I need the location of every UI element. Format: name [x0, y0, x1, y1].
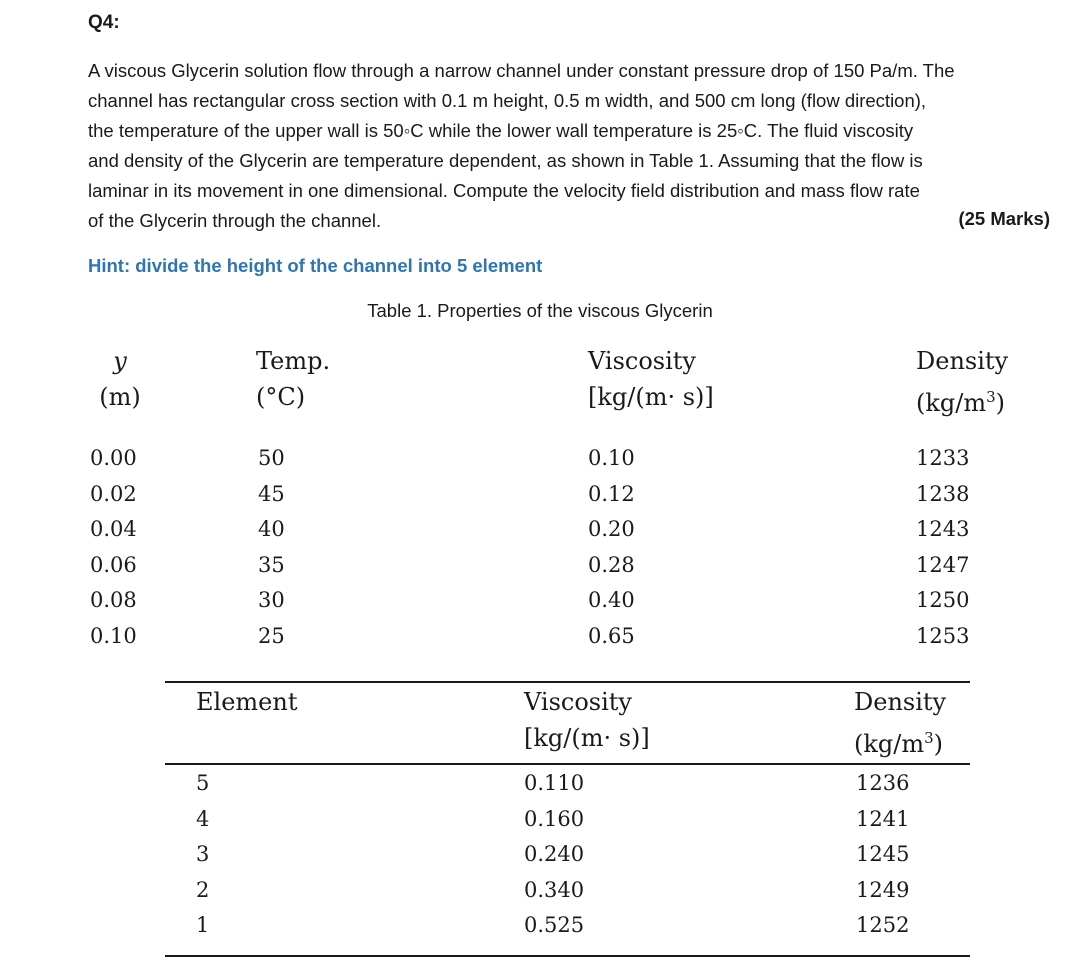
table-cell: 0.525	[524, 913, 585, 938]
table1-header-temp	[256, 343, 330, 415]
element-label: Element	[196, 688, 298, 716]
question-line-4: and density of the Glycerin are temperature dependent, as shown in Table 1. Assuming that the flow is	[88, 150, 923, 171]
table-cell: 1241	[856, 806, 910, 831]
table-cell: 0.06	[90, 552, 137, 577]
table-cell: 1253	[916, 623, 970, 648]
table-cell: 0.10	[588, 446, 635, 470]
table-cell: 0.240	[524, 842, 585, 867]
table-cell: 25	[258, 623, 285, 648]
table2-header-element	[196, 684, 297, 720]
table-cell: 40	[258, 517, 285, 542]
table1-header-density	[916, 343, 1008, 421]
density-label: Density	[854, 688, 947, 716]
viscosity-label: Viscosity	[588, 347, 696, 375]
table-cell: 1252	[856, 913, 910, 938]
table-cell: 30	[258, 588, 285, 613]
marks-label: (25 Marks)	[958, 208, 1050, 229]
table-cell: 0.12	[588, 481, 635, 506]
table-cell: 4	[196, 806, 210, 831]
table1-header-viscosity	[588, 343, 714, 415]
table2-col-density	[856, 766, 909, 944]
table2-col-element	[196, 766, 209, 944]
table-cell: 1249	[856, 877, 910, 902]
table-cell: 1247	[916, 552, 970, 577]
table-caption: Table 1. Properties of the viscous Glycerin	[367, 300, 713, 321]
table1-header-y	[88, 343, 152, 415]
table-cell: 2	[196, 877, 210, 902]
y-label: y	[113, 347, 127, 375]
question-line-2: channel has rectangular cross section with 0.1 m height, 0.5 m width, and 500 cm long (flow direction),	[88, 90, 927, 111]
y-unit: (m)	[99, 383, 141, 411]
table2-header-rule	[165, 763, 970, 765]
density-label: Density	[916, 347, 1009, 375]
table-cell: 1243	[916, 517, 970, 542]
table-cell: 0.110	[524, 771, 585, 795]
table-cell: 1238	[916, 481, 970, 506]
table1-col-viscosity	[588, 441, 635, 655]
table-cell: 0.02	[90, 481, 137, 506]
table2-bottom-rule	[165, 955, 970, 957]
table-cell: 0.65	[588, 623, 635, 648]
table-cell: 1245	[856, 842, 910, 867]
viscosity-unit: [kg/(m· s)]	[524, 724, 650, 752]
table-cell: 1	[196, 913, 210, 938]
table-cell: 45	[258, 481, 285, 506]
question-line-6: of the Glycerin through the channel.	[88, 210, 382, 231]
table-cell: 1250	[916, 588, 970, 613]
table-cell: 0.08	[90, 588, 137, 613]
hint-text: Hint: divide the height of the channel into 5 element	[88, 255, 543, 276]
table-cell: 0.00	[90, 446, 137, 470]
viscosity-unit: [kg/(m· s)]	[588, 383, 714, 411]
table-cell: 0.10	[90, 623, 137, 648]
viscosity-label: Viscosity	[524, 688, 632, 716]
table2-top-rule	[165, 681, 970, 683]
question-title: Q4:	[88, 12, 120, 33]
table-cell: 0.160	[524, 806, 585, 831]
question-line-3: the temperature of the upper wall is 50◦C while the lower wall temperature is 25◦C. The fluid viscosity	[88, 120, 914, 141]
question-line-1: A viscous Glycerin solution flow through a narrow channel under constant pressure drop of 150 Pa/m. The	[88, 60, 955, 81]
density-unit: $(kg/m^3)$	[854, 729, 944, 758]
table-cell: 0.04	[90, 517, 137, 542]
table2-col-viscosity	[524, 766, 584, 944]
table1-col-y	[90, 441, 137, 655]
temp-label: Temp.	[256, 347, 331, 375]
table-cell: 5	[196, 771, 210, 795]
temp-unit: (°C)	[256, 383, 306, 411]
table-cell: 0.40	[588, 588, 635, 613]
table-cell: 35	[258, 552, 285, 577]
table-cell: 50	[258, 446, 285, 470]
table1-col-density	[916, 441, 969, 655]
table1-col-temp	[258, 441, 285, 655]
table-cell: 1233	[916, 446, 970, 470]
table-cell: 0.340	[524, 877, 585, 902]
density-unit: $(kg/m^3)$	[916, 388, 1006, 417]
table-cell: 0.28	[588, 552, 635, 577]
question-line-5: laminar in its movement in one dimensional. Compute the velocity field distribution and mass flow rate	[88, 180, 920, 201]
table-cell: 3	[196, 842, 210, 867]
table2-header-density	[854, 684, 946, 762]
table2-header-viscosity	[524, 684, 650, 756]
table-cell: 0.20	[588, 517, 635, 542]
table-cell: 1236	[856, 771, 910, 795]
